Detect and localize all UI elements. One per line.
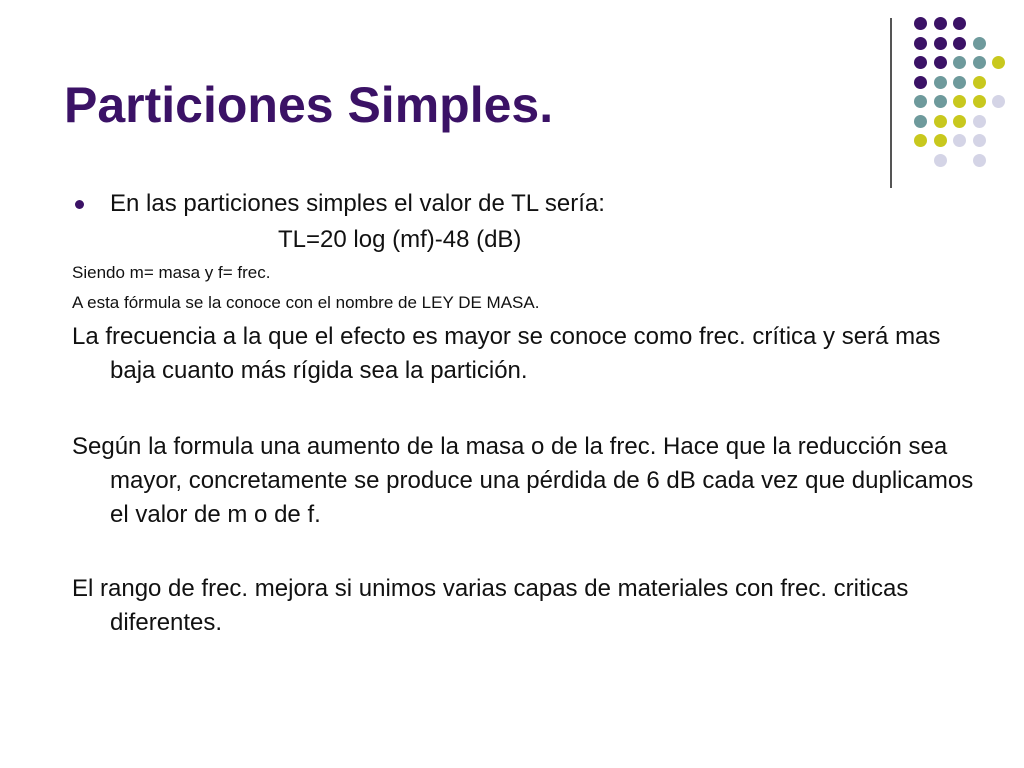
title-divider xyxy=(890,18,892,188)
decorative-dot xyxy=(934,17,947,30)
decorative-dot xyxy=(953,17,966,30)
decorative-dot xyxy=(914,17,927,30)
decorative-dot xyxy=(914,134,927,147)
decorative-dot xyxy=(914,76,927,89)
decorative-dot xyxy=(934,134,947,147)
decorative-dot xyxy=(934,76,947,89)
decorative-dot xyxy=(973,154,986,167)
note-variables: Siendo m= masa y f= frec. xyxy=(72,263,271,282)
decorative-dot xyxy=(953,115,966,128)
decorative-dot xyxy=(973,76,986,89)
decorative-dot xyxy=(953,37,966,50)
decorative-dot xyxy=(973,37,986,50)
decorative-dot xyxy=(973,115,986,128)
note-law-name: A esta fórmula se la conoce con el nombre de LEY DE MASA. xyxy=(72,293,540,312)
bullet-text: En las particiones simples el valor de TL sería: xyxy=(110,190,605,217)
decorative-dot xyxy=(953,76,966,89)
decorative-dot xyxy=(914,56,927,69)
decorative-dot xyxy=(992,95,1005,108)
decorative-dot xyxy=(973,134,986,147)
bullet-dot-icon xyxy=(75,200,84,209)
decorative-dot xyxy=(934,95,947,108)
decorative-dot xyxy=(934,115,947,128)
decorative-dot xyxy=(934,56,947,69)
decorative-dot xyxy=(914,37,927,50)
bullet-item xyxy=(72,188,992,220)
formula: TL=20 log (mf)-48 (dB) xyxy=(278,226,522,253)
decorative-dot xyxy=(934,154,947,167)
paragraph-frequency-range: El rango de frec. mejora si unimos varias capas de materiales con frec. criticas diferentes. xyxy=(72,575,909,636)
decorative-dot xyxy=(914,115,927,128)
decorative-dot xyxy=(973,95,986,108)
decorative-dot xyxy=(953,95,966,108)
paragraph-critical-frequency: La frecuencia a la que el efecto es mayor se conoce como frec. crítica y será mas baja cuanto más rígida sea la partición. xyxy=(72,323,941,384)
slide-title: Particiones Simples. xyxy=(64,77,554,133)
decorative-dot xyxy=(973,56,986,69)
decorative-dot xyxy=(914,95,927,108)
slide-content xyxy=(72,188,992,664)
decorative-dot xyxy=(992,56,1005,69)
decorative-dot xyxy=(953,134,966,147)
decorative-dot xyxy=(934,37,947,50)
decorative-dot xyxy=(953,56,966,69)
paragraph-mass-law: Según la formula una aumento de la masa o de la frec. Hace que la reducción sea mayor, concretamente se produce una pérdida de 6 dB cada vez que duplicamos el valor de m o de f. xyxy=(72,433,974,528)
